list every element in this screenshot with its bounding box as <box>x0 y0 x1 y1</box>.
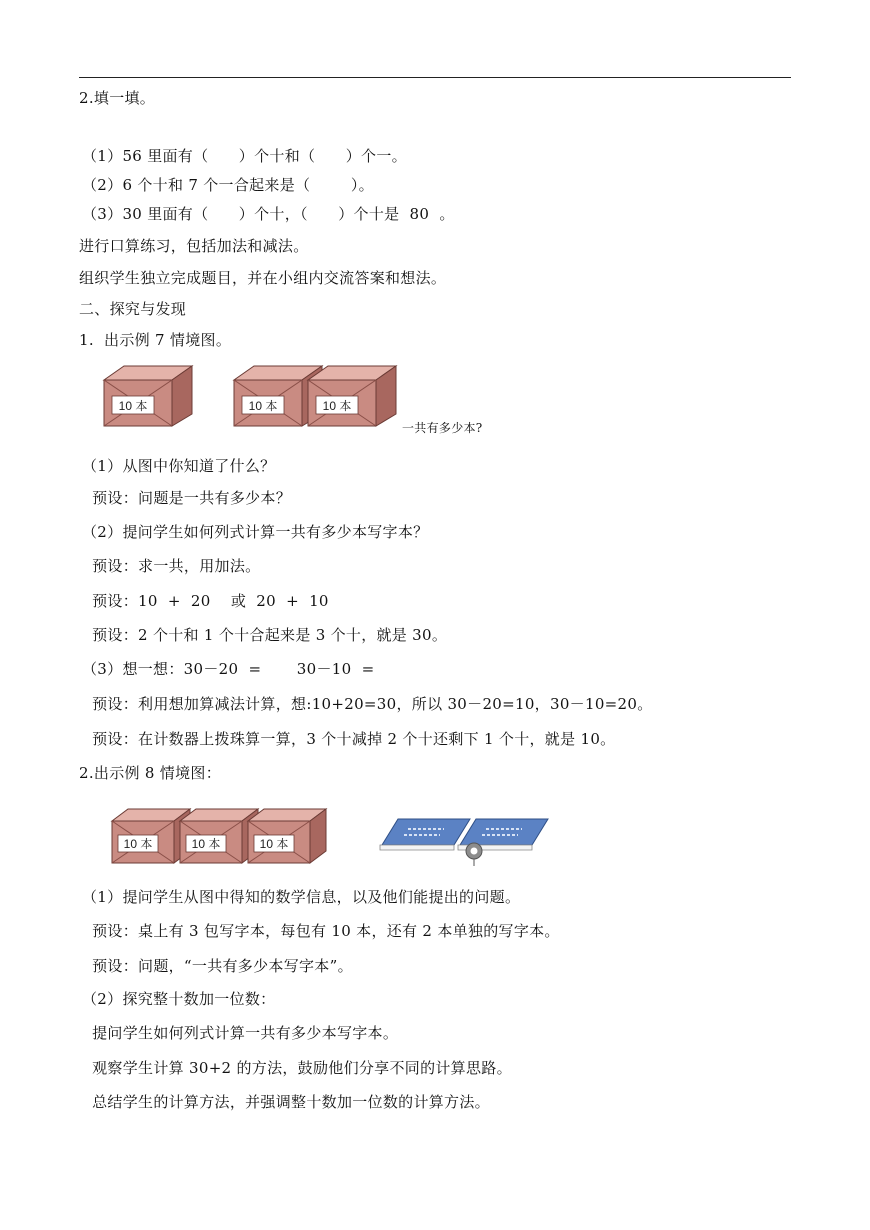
box-5 <box>180 809 258 863</box>
exercise-book-1 <box>380 819 470 850</box>
ex8-line-5: 提问学生如何列式计算一共有多少本写字本。 <box>82 1024 399 1042</box>
box-label-5: 10 本 <box>191 837 221 851</box>
example7-heading: 1. 出示例 7 情境图。 <box>79 331 232 349</box>
ex8-line-1: （1）提问学生从图中得知的数学信息，以及他们能提出的问题。 <box>82 888 521 906</box>
ex8-line-6: 观察学生计算 30+2 的方法，鼓励他们分享不同的计算思路。 <box>82 1059 512 1077</box>
box-1 <box>104 366 192 426</box>
box-label-1: 10 本 <box>118 399 148 413</box>
fill-item-2: （2）6 个十和 7 个一合起来是（ ）。 <box>82 176 374 194</box>
box-label-2: 10 本 <box>248 399 278 413</box>
ex7-line-2: 预设：问题是一共有多少本？ <box>82 489 292 507</box>
section-title-fill: 2.填一填。 <box>79 89 156 107</box>
ex8-line-3: 预设：问题，“一共有多少本写字本”。 <box>82 957 353 975</box>
note-line-2: 组织学生独立完成题目，并在小组内交流答案和想法。 <box>79 269 447 287</box>
box-6 <box>248 809 326 863</box>
ex7-line-1: （1）从图中你知道了什么？ <box>82 457 276 475</box>
ex8-line-2: 预设：桌上有 3 包写字本，每包有 10 本，还有 2 本单独的写字本。 <box>82 922 560 940</box>
fill-item-1: （1）56 里面有（ ）个十和（ ）个一。 <box>82 147 407 165</box>
ex7-line-8: 预设：利用想加算减法计算，想:10+20=30，所以 30－20=10，30－10=20。 <box>82 695 653 713</box>
ex8-line-4: （2）探究整十数加一位数： <box>82 990 276 1008</box>
box-4 <box>112 809 190 863</box>
example8-heading: 2.出示例 8 情境图： <box>79 764 221 782</box>
ex7-line-4: 预设：求一共，用加法。 <box>82 557 261 575</box>
ex7-line-7: （3）想一想：30－20 = 30－10 = <box>82 660 375 678</box>
note-line-1: 进行口算练习，包括加法和减法。 <box>79 237 309 255</box>
ex8-line-7: 总结学生的计算方法，并强调整十数加一位数的计算方法。 <box>82 1093 490 1111</box>
example7-figure <box>100 362 410 432</box>
fill-item-3: （3）30 里面有（ ）个十，（ ）个十是 80 。 <box>82 205 455 223</box>
ex7-line-5: 预设：10 + 20 或 20 + 10 <box>82 592 329 610</box>
ex7-line-6: 预设：2 个十和 1 个十合起来是 3 个十，就是 30。 <box>82 626 448 644</box>
box-label-4: 10 本 <box>123 837 153 851</box>
section-title-explore: 二、探究与发现 <box>79 300 187 318</box>
example8-figure <box>108 805 558 867</box>
box-label-6: 10 本 <box>259 837 289 851</box>
ex7-line-3: （2）提问学生如何列式计算一共有多少本写字本？ <box>82 523 429 541</box>
pointer-pin <box>466 843 482 866</box>
header-rule <box>79 77 791 78</box>
box-label-3: 10 本 <box>322 399 352 413</box>
box-3 <box>308 366 396 426</box>
ex7-line-9: 预设：在计数器上拨珠算一算，3 个十减掉 2 个十还剩下 1 个十，就是 10。 <box>82 730 616 748</box>
example7-question: 一共有多少本? <box>402 421 483 435</box>
